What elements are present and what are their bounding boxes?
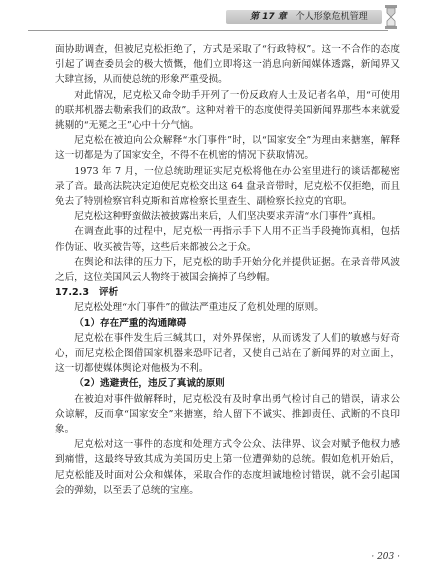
paragraph: 在被迫对事件做解释时，尼克松没有及时拿出勇气检讨自己的错误，请求公众谅解，反而拿“国家安全”来搪塞，给人留下不诚实、推卸责任、武断的不良印象。 [55,393,400,436]
paragraph: 尼克松在事件发生后三缄其口，对外界保密，从而诱发了人们的敏感与好奇心，而尼克松企图借国家机器来恐吓记者，又使自己站在了新闻界的对立面上，这一切都使媒体舆论对他极为不利。 [55,332,400,375]
paragraph: 1973 年 7 月，一位总统助理证实尼克松将他在办公室里进行的谈话都秘密录了音。最高法院决定迫使尼克松交出这 64 盘录音带时，尼克松不仅拒绝，而且免去了特别检察官科克斯和首席检察长里查生、副检察长拉克的官职。 [55,165,400,208]
paragraph: 尼克松对这一事件的态度和处理方式令公众、法律界、议会对赋予他权力感到痛惜，这最终导致其成为美国历史上第一位遭弹劾的总统。假如危机开始后，尼克松能及时面对公众和媒体，采取合作的态度坦诚地检讨错误，就不会引起国会的弹劾，以至丢了总统的宝座。 [55,439,400,496]
paragraph: 面协助调查，但被尼克松拒绝了，方式是采取了“行政特权”。这一不合作的态度引起了调查委员会的极大愤慨，他们立即将这一消息向新闻媒体透露，新闻界又大肆宣扬，从而使总统的形象严重受损。 [55,44,400,86]
section-title: 评析 [99,287,119,299]
paragraph: 尼克松在被迫向公众解释“水门事件”时，以“国家安全”为理由来搪塞，解释这一切都是为了国家安全，不得不在机密的情况下获取情况。 [55,135,400,162]
section-heading [55,285,400,300]
page-number: · 203 · [371,552,400,562]
section-number: 17.2.3 [55,287,89,299]
page-number-value: 203 [377,552,395,562]
header-chapter: 第 17 章 [250,12,287,22]
paragraph: 对此情况，尼克松又命令助手开列了一份反政府人士及记者名单，用“可使用的联邦机器去勒索我们的政敌”。这种对着干的态度使得美国新闻界那些本来就爱挑剔的“无冕之王”心中十分气恼。 [55,89,400,132]
header-title: 个人形象危机管理 [295,12,368,22]
page-body [55,42,400,498]
subsection-heading: （1）存在严重的沟通障碍 [74,317,187,329]
hourglass-icon [384,4,398,30]
paragraph: 在舆论和法律的压力下，尼克松的助手开始分化并提供证据。在录音带风波之后，这位美国风云人物终于被国会摘掉了乌纱帽。 [55,256,400,284]
paragraph: 在调查此事的过程中，尼克松一再指示手下人用不正当手段掩饰真相，包括作伪证、收买被告等，这些后来都被公之于众。 [55,226,400,253]
page-header [0,0,427,40]
paragraph: 尼克松处理“水门事件”的做法严重违反了危机处理的原则。 [74,302,324,314]
paragraph: 尼克松这种野蛮做法被披露出来后，人们坚决要求弄清“水门事件”真相。 [74,211,382,223]
header-text [250,10,368,24]
header-rule [28,30,388,31]
subsection-heading: （2）逃避责任，违反了真诚的原则 [74,378,225,390]
